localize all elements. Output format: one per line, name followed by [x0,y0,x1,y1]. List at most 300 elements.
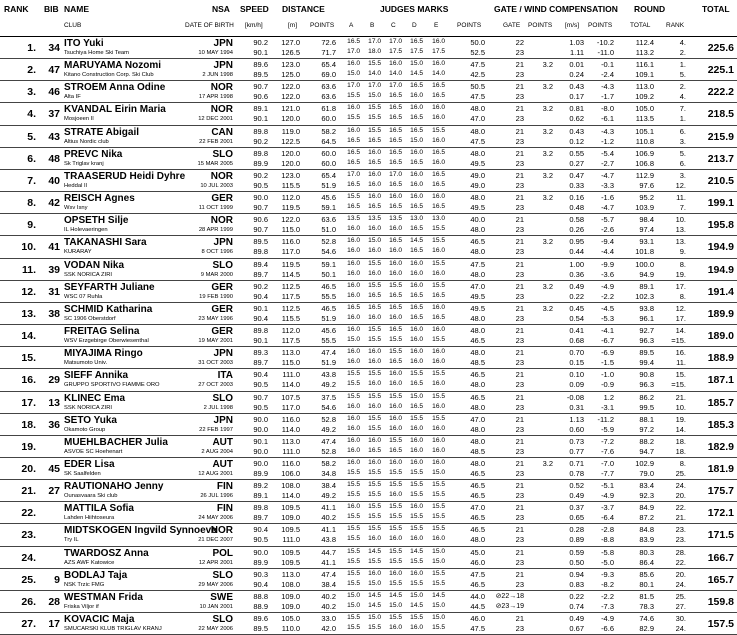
wind-speed-round-1: 0.52 [569,481,584,491]
judge-points-round-1: 46.5 [470,525,485,535]
rank-cell: 7. [27,174,36,187]
judge-d-round-1: 16.0 [410,458,423,466]
distance-points-round-2: 55.5 [321,291,336,301]
wind-speed-round-2: 0.54 [569,313,584,323]
judge-c-round-2: 16.0 [389,402,402,410]
nsa-code: NOR [210,215,233,227]
judge-c-round-1: 16.0 [389,414,402,422]
round-rank-round-2: 17. [675,313,686,323]
judge-e-round-1: 15.5 [432,569,445,577]
wind-points-round-1: -5.4 [601,148,614,158]
header-dob: DATE OF BIRTH [185,22,234,29]
judge-b-round-1: 15.5 [368,104,381,112]
judge-e-round-1: 15.5 [432,503,445,511]
athlete-name: KOVACIC Maja [64,614,135,626]
total-score: 157.5 [707,618,734,631]
gate-round-1: 21 [515,370,524,380]
distance-points-round-2: 34.8 [321,468,336,478]
judge-d-round-2: 15.0 [410,136,423,144]
judge-d-round-1: 14.5 [410,237,423,245]
date-of-birth: 12 AUG 2001 [198,470,233,477]
round-total-round-2: 83.9 [639,535,654,545]
date-of-birth: 22 FEB 2001 [199,138,233,145]
round-rank-round-1: 14. [675,326,686,336]
club-name: ASVOE SC Hoehenart [64,448,123,455]
round-rank-round-2: 24. [675,579,686,589]
table-row [0,369,737,391]
judge-d-round-1: 15.0 [410,392,423,400]
round-total-round-1: 98.4 [639,215,654,225]
judge-e-round-1: 16.0 [432,193,445,201]
judge-b-round-1: 15.5 [368,481,381,489]
round-total-round-1: 83.4 [639,481,654,491]
judge-points-round-1: 48.0 [470,126,485,136]
speed-round-1: 90.4 [253,370,268,380]
wind-points-round-1: -5.1 [601,481,614,491]
judge-a-round-2: 15.5 [347,491,360,499]
rank-cell: 22. [21,507,36,520]
judge-c-round-1: 16.0 [389,259,402,267]
judge-points-round-1: 46.5 [470,370,485,380]
club-name: WSC 07 Ruhla [64,293,103,300]
judge-b-round-2: 15.0 [368,579,381,587]
judge-d-round-2: 16.5 [410,313,423,321]
distance-points-round-2: 63.6 [321,92,336,102]
wind-speed-round-2: 0.67 [569,624,584,634]
speed-round-2: 89.9 [253,557,268,567]
judge-b-round-2: 15.5 [368,624,381,632]
nsa-code: NOR [210,82,233,94]
header-total: TOTAL [702,4,730,14]
table-row [0,414,737,436]
athlete-name: TWARDOSZ Anna [64,547,149,559]
table-row [0,126,737,148]
round-total-round-2: 99.5 [639,402,654,412]
nsa-code: SWE [210,591,233,603]
table-row [0,281,737,303]
date-of-birth: 24 MAY 2006 [198,515,233,522]
judge-c-round-1: 15.5 [389,547,402,555]
gate-round-1: 21 [515,569,524,579]
wind-points-round-1: -4.3 [601,82,614,92]
judge-b-round-1: 15.5 [368,259,381,267]
wind-speed-round-1: 1.00 [569,259,584,269]
judge-e-round-2: 16.0 [432,402,445,410]
wind-speed-round-2: 0.26 [569,225,584,235]
round-rank-round-1: 18. [675,436,686,446]
wind-speed-round-1: 0.41 [569,326,584,336]
gate-points-round-1: 3.2 [542,281,553,291]
table-row [0,303,737,325]
judge-points-round-2: 42.5 [470,70,485,80]
speed-round-2: 89.9 [253,158,268,168]
judge-b-round-1: 15.5 [368,281,381,289]
rank-cell: 5. [27,130,36,143]
total-score: 210.5 [707,174,734,187]
gate-points-round-1: 3.2 [542,170,553,180]
judge-c-round-2: 16.5 [389,446,402,454]
rank-cell: 2. [27,64,36,77]
judge-a-round-2: 15.0 [347,336,360,344]
round-rank-round-1: 15. [675,370,686,380]
round-rank-round-1: 20. [675,569,686,579]
judge-d-round-2: 16.0 [410,180,423,188]
judge-points-round-1: 46.5 [470,392,485,402]
judge-b-round-1: 15.5 [368,525,381,533]
judge-points-round-1: 48.0 [470,436,485,446]
judge-points-round-2: 49.5 [470,203,485,213]
distance-points-round-1: 52.8 [321,237,336,247]
judge-c-round-2: 16.0 [389,424,402,432]
judge-b-round-2: 15.5 [368,468,381,476]
judge-a-round-1: 16.0 [347,60,360,68]
judge-e-round-1: 16.0 [432,303,445,311]
nsa-code: SLO [212,148,233,160]
round-total-round-1: 106.9 [635,148,654,158]
judge-c-round-1: 14.5 [389,591,402,599]
judge-points-round-2: 48.0 [470,225,485,235]
judge-d-round-2: 17.5 [410,48,423,55]
distance-round-1: 109.5 [281,547,300,557]
judge-c-round-2: 16.0 [389,269,402,277]
header-name: NAME [64,4,90,14]
speed-round-1: 88.8 [253,591,268,601]
judge-b-round-1: 16.0 [368,569,381,577]
table-row [0,547,737,569]
round-rank-round-1: 23. [675,525,686,535]
wind-speed-round-2: 0.17 [569,92,584,102]
judge-a-round-2: 16.0 [347,313,360,321]
round-rank-round-1: 8. [679,259,686,269]
judge-e-round-2: 16.5 [432,313,445,321]
judge-d-round-2: 14.5 [410,601,423,609]
judge-a-round-1: 16.0 [347,436,360,444]
header-gate: GATE [503,22,521,29]
gate-round-1: 21 [515,215,524,225]
wind-points-round-1: -6.9 [601,348,614,358]
header-judge-d: D [412,22,417,29]
judge-a-round-2: 15.5 [347,380,360,388]
gate-points-round-1: 3.2 [542,303,553,313]
judge-points-round-1: 48.0 [470,458,485,468]
header-round-rank: RANK [666,22,685,29]
judge-c-round-1: 17.0 [389,170,402,178]
total-score: 189.0 [707,330,734,343]
club-name: SMUCARSKI KLUB TRIGLAV KRANJ [64,626,162,633]
round-rank-round-2: 13. [675,225,686,235]
judge-a-round-1: 15.5 [347,392,360,400]
total-score: 215.9 [707,130,734,143]
club-name: Sk Triglav kranj [64,160,104,167]
wind-speed-round-2: 0.12 [569,136,584,146]
wind-speed-round-1: 0.71 [569,458,584,468]
round-total-round-1: 81.5 [639,591,654,601]
round-rank-round-2: 25. [675,468,686,478]
rank-cell: 24. [21,551,36,564]
wind-speed-round-2: 0.74 [569,601,584,611]
judge-a-round-2: 15.5 [347,513,360,521]
athlete-name: TAKANASHI Sara [64,237,147,249]
judge-a-round-1: 17.0 [347,82,360,90]
judge-e-round-2: 15.5 [432,225,445,233]
judge-c-round-2: 15.0 [389,601,402,609]
judge-c-round-1: 16.5 [389,303,402,311]
header-distance: DISTANCE [282,4,325,14]
speed-round-1: 90.2 [253,38,268,47]
round-total-round-2: 94.9 [639,269,654,279]
wind-points-round-2: -2.4 [601,70,614,80]
gate-points-round-1: 3.2 [542,104,553,114]
judge-d-round-2: 15.5 [410,468,423,476]
nsa-code: NOR [210,104,233,116]
header-round-total: TOTAL [630,22,651,29]
table-row [0,192,737,214]
nsa-code: SLO [212,569,233,581]
date-of-birth: 22 FEB 1997 [199,426,233,433]
judge-d-round-1: 16.0 [410,326,423,334]
judge-c-round-1: 15.5 [389,614,402,622]
wind-points-round-2: -4.9 [601,491,614,501]
round-total-round-1: 116.1 [635,60,654,70]
table-row [0,81,737,103]
judge-c-round-1: 15.5 [389,348,402,356]
wind-speed-round-2: 0.09 [569,380,584,390]
judge-e-round-2: 15.5 [432,336,445,344]
judge-d-round-1: 16.0 [410,259,423,267]
judge-a-round-2: 16.5 [347,203,360,211]
wind-speed-round-2: 0.33 [569,180,584,190]
distance-points-round-1: 65.4 [321,60,336,70]
wind-speed-round-1: 0.45 [569,303,584,313]
athlete-name: MARUYAMA Nozomi [64,60,162,72]
date-of-birth: 31 OCT 2003 [198,360,233,367]
round-rank-round-2: 12. [675,180,686,190]
judge-e-round-1: 15.5 [432,126,445,134]
total-score: 225.6 [707,42,734,54]
bib-cell: 43 [48,130,60,143]
round-total-round-1: 112.4 [635,38,654,47]
gate-round-1: 21 [515,82,524,92]
distance-round-1: 127.0 [281,38,300,47]
wind-points-round-1: -11.2 [597,414,614,424]
wind-points-round-1: -7.0 [601,458,614,468]
distance-points-round-1: 59.1 [321,259,336,269]
judge-points-round-1: 47.0 [470,414,485,424]
table-row [0,502,737,524]
judge-points-round-2: 48.5 [470,446,485,456]
distance-round-1: 109.5 [281,525,300,535]
judge-points-round-1: 45.0 [470,547,485,557]
gate-round-2: 23 [515,468,524,478]
distance-round-2: 126.5 [281,48,300,57]
judge-points-round-2: 49.5 [470,158,485,168]
judge-e-round-2: 16.5 [432,291,445,299]
distance-round-2: 109.5 [281,557,300,567]
judge-points-round-1: 49.5 [470,303,485,313]
club-name: SK Saalfelden [64,470,101,477]
judge-points-round-1: 47.5 [470,60,485,70]
date-of-birth: 11 OCT 1999 [198,205,233,212]
judge-d-round-1: 16.0 [410,436,423,444]
nsa-code: NOR [210,170,233,182]
judge-points-round-2: 46.5 [470,336,485,346]
bib-cell: 34 [48,42,60,54]
wind-points-round-2: -5.3 [601,313,614,323]
wind-points-round-1: -4.7 [601,170,614,180]
header-gate-points: POINTS [528,22,553,29]
gate-round-2: 23 [515,491,524,501]
round-total-round-1: 113.0 [635,82,654,92]
distance-points-round-2: 42.0 [321,624,336,634]
judge-a-round-2: 16.0 [347,402,360,410]
table-row [0,591,737,613]
total-score: 213.7 [707,152,734,165]
bib-cell: 29 [48,374,60,387]
gate-round-2: 23 [515,269,524,279]
round-total-round-1: 95.2 [639,193,654,203]
gate-round-2: 23 [515,624,524,634]
round-total-round-2: 106.8 [635,158,654,168]
gate-points-round-1: 3.2 [542,126,553,136]
wind-points-round-2: -8.2 [601,579,614,589]
judge-e-round-2: 15.0 [432,557,445,565]
athlete-name: KLINEC Ema [64,392,126,404]
round-rank-round-1: 30. [675,614,686,624]
wind-speed-round-2: 0.50 [569,557,584,567]
judge-a-round-1: 16.0 [347,414,360,422]
header-judges: JUDGES MARKS [380,4,449,14]
judge-e-round-2: 16.0 [432,269,445,277]
bib-cell: 42 [48,197,60,210]
judge-d-round-2: 16.0 [410,269,423,277]
judge-c-round-1: 15.5 [389,436,402,444]
round-total-round-2: 86.4 [639,557,654,567]
gate-change-round-1: ⊘22→18 [495,592,524,600]
judge-a-round-1: 17.0 [347,170,360,178]
table-row [0,103,737,125]
round-rank-round-2: 19. [675,269,686,279]
round-total-round-2: 94.7 [639,446,654,456]
judge-e-round-2: 17.5 [432,48,445,55]
speed-round-1: 89.5 [253,237,268,247]
wind-points-round-2: -2.7 [601,158,614,168]
judge-a-round-2: 17.0 [347,48,360,55]
judge-a-round-1: 16.0 [347,458,360,466]
table-row [0,480,737,502]
speed-round-1: 89.8 [253,326,268,336]
judge-a-round-2: 15.5 [347,624,360,632]
judge-d-round-1: 14.5 [410,547,423,555]
speed-round-2: 90.0 [253,424,268,434]
wind-points-round-2: -8.8 [601,535,614,545]
judge-b-round-1: 14.5 [368,591,381,599]
round-rank-round-2: 11. [676,358,686,368]
gate-round-1: 21 [515,547,524,557]
round-rank-round-1: 5. [679,148,686,158]
bib-cell: 13 [48,396,60,409]
judge-c-round-1: 16.5 [389,126,402,134]
distance-points-round-1: 72.6 [321,38,336,47]
speed-round-2: 90.4 [253,313,268,323]
judge-e-round-1: 15.5 [432,259,445,267]
judge-b-round-1: 16.5 [368,303,381,311]
gate-round-1: 21 [515,614,524,624]
judge-a-round-2: 16.0 [347,424,360,432]
rank-cell: 17. [21,396,36,409]
judge-a-round-1: 16.5 [347,303,360,311]
wind-speed-round-1: 0.81 [569,104,584,114]
gate-round-1: 21 [515,525,524,535]
judge-b-round-2: 14.0 [368,70,381,78]
judge-b-round-2: 18.0 [368,48,381,55]
judge-b-round-2: 16.0 [368,269,381,277]
speed-round-1: 90.3 [253,569,268,579]
judge-b-round-2: 15.5 [368,336,381,344]
judge-points-round-2: 47.5 [470,624,485,634]
athlete-name: WESTMAN Frida [64,591,143,603]
judge-e-round-2: 16.0 [432,424,445,432]
nsa-code: JPN [213,60,233,72]
wind-points-round-1: -9.4 [601,237,614,247]
judge-c-round-2: 14.0 [389,70,402,78]
wind-speed-round-2: 0.27 [569,158,584,168]
judge-points-round-1: 50.0 [470,38,485,47]
judge-a-round-1: 15.0 [347,591,360,599]
table-header [0,0,737,37]
judge-d-round-1: 15.0 [410,591,423,599]
gate-points-round-1: 3.2 [542,458,553,468]
wind-speed-round-2: 0.78 [569,468,584,478]
gate-round-2: 23 [515,513,524,523]
distance-round-2: 110.0 [281,624,300,634]
judge-c-round-1: 16.5 [389,104,402,112]
judge-points-round-1: 47.5 [470,569,485,579]
judge-d-round-1: 16.5 [410,82,423,90]
judge-points-round-1: 48.0 [470,148,485,158]
club-name: WSV Erzgebirge Oberwiesenthal [64,338,149,345]
wind-speed-round-1: 0.95 [569,237,584,247]
rank-cell: 4. [27,108,36,121]
wind-points-round-2: -2.6 [601,225,614,235]
judge-b-round-1: 15.5 [368,392,381,400]
judge-b-round-1: 15.0 [368,614,381,622]
date-of-birth: 17 APR 1998 [198,94,233,101]
results-body [0,37,737,635]
distance-points-round-2: 71.7 [321,48,336,57]
rank-cell: 12. [21,285,36,298]
wind-points-round-2: -4.4 [601,247,614,257]
rank-cell: 6. [27,152,36,165]
judge-c-round-2: 15.5 [389,557,402,565]
nsa-code: POL [212,547,233,559]
nsa-code: JPN [213,38,233,49]
gate-round-2: 23 [515,92,524,102]
nsa-code: SLO [212,392,233,404]
judge-b-round-2: 16.5 [368,158,381,166]
date-of-birth: 19 FEB 1990 [199,293,233,300]
table-row [0,148,737,170]
speed-round-2: 88.9 [253,601,268,611]
distance-round-1: 119.5 [281,259,300,269]
judge-a-round-2: 15.5 [347,535,360,543]
judge-e-round-2: 15.0 [432,601,445,609]
distance-round-1: 112.5 [281,303,300,313]
header-judge-e: E [434,22,439,29]
distance-points-round-2: 51.9 [321,313,336,323]
speed-round-1: 89.6 [253,614,268,624]
gate-round-1: 21 [515,104,524,114]
round-total-round-2: 79.0 [639,468,654,478]
